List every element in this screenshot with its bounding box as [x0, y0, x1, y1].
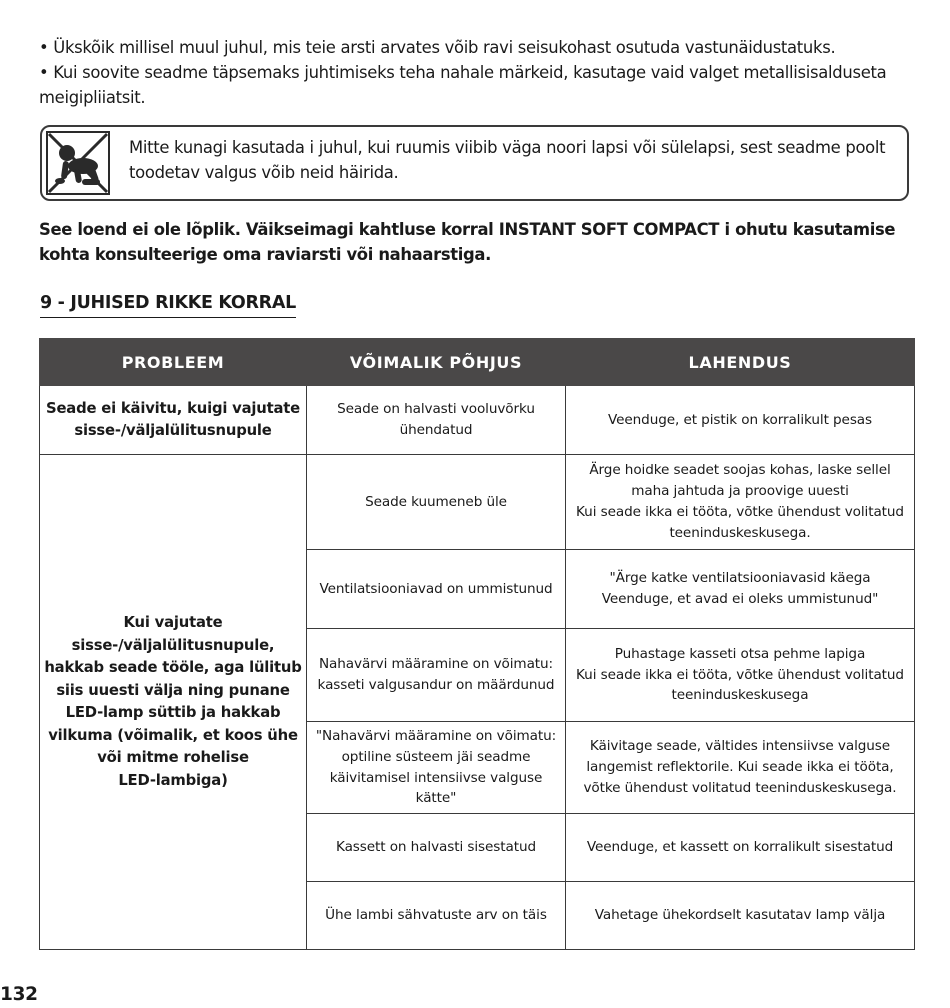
page-number: 132 [0, 984, 38, 1005]
header-solution: LAHENDUS [566, 339, 915, 386]
cause-cell: Ventilatsiooniavad on ummistunud [307, 550, 566, 629]
cause-cell: Kassett on halvasti sisestatud [307, 814, 566, 882]
solution-cell: Veenduge, et kassett on korralikult sisestatud [566, 814, 915, 882]
cause-cell: Seade kuumeneb üle [307, 455, 566, 550]
cause-cell: Ühe lambi sähvatuste arv on täis [307, 882, 566, 950]
header-problem: PROBLEEM [40, 339, 307, 386]
disclaimer-text: See loend ei ole lõplik. Väikseimagi kahtluse korral INSTANT SOFT COMPACT i ohutu kasutamise kohta konsulteerige oma raviarsti või nahaarstiga. [39, 220, 896, 264]
problem-cell: Seade ei käivitu, kuigi vajutate sisse-/väljalülitusnupule [40, 386, 307, 455]
table-row [40, 455, 915, 550]
header-cause: VÕIMALIK PÕHJUS [307, 339, 566, 386]
solution-cell: Vahetage ühekordselt kasutatav lamp välja [566, 882, 915, 950]
troubleshooting-table [39, 338, 915, 950]
problem-cell: Kui vajutate sisse-/väljalülitusnupule, hakkab seade tööle, aga lülitub siis uuesti välja ning punane LED-lamp süttib ja hakkab vilkuma (võimalik, et koos ühe või mitme rohelise LED-lambiga) [40, 455, 307, 950]
section-title [40, 291, 296, 318]
solution-cell: "Ärge katke ventilatsiooniavasid käega Veenduge, et avad ei oleks ummistunud" [566, 550, 915, 629]
cause-cell: Nahavärvi määramine on võimatu: kasseti valgusandur on määrdunud [307, 629, 566, 722]
warning-text: Mitte kunagi kasutada i juhul, kui ruumis viibib väga noori lapsi või sülelapsi, sest seadme poolt toodetav valgus võib neid häirida. [129, 138, 886, 182]
cause-cell: Seade on halvasti vooluvõrku ühendatud [307, 386, 566, 455]
solution-cell: Ärge hoidke seadet soojas kohas, laske sellel maha jahtuda ja proovige uuesti Kui seade ikka ei tööta, võtke ühendust volitatud teeninduskeskusega. [566, 455, 915, 550]
bullet-item: • Kui soovite seadme täpsemaks juhtimiseks teha nahale märkeid, kasutage vaid valget metallisisalduseta meigipliiatsit. [39, 63, 887, 107]
section-title-text: 9 - JUHISED RIKKE KORRAL [40, 293, 296, 313]
table-row [40, 386, 915, 455]
table-header-row [40, 339, 915, 386]
warning-box [40, 125, 909, 201]
solution-cell: Puhastage kasseti otsa pehme lapiga Kui seade ikka ei tööta, võtke ühendust volitatud teeninduskeskusega [566, 629, 915, 722]
bullet-list [39, 35, 919, 110]
bullet-item: • Ükskõik millisel muul juhul, mis teie arsti arvates võib ravi seisukohast osutuda vastunäidustatuks. [39, 38, 836, 57]
no-babies-icon [46, 131, 110, 195]
cause-cell: "Nahavärvi määramine on võimatu: optiline süsteem jäi seadme käivitamisel intensiivse valguse kätte" [307, 722, 566, 814]
solution-cell: Käivitage seade, vältides intensiivse valguse langemist reflektorile. Kui seade ikka ei tööta, võtke ühendust volitatud teeninduskeskusega. [566, 722, 915, 814]
solution-cell: Veenduge, et pistik on korralikult pesas [566, 386, 915, 455]
